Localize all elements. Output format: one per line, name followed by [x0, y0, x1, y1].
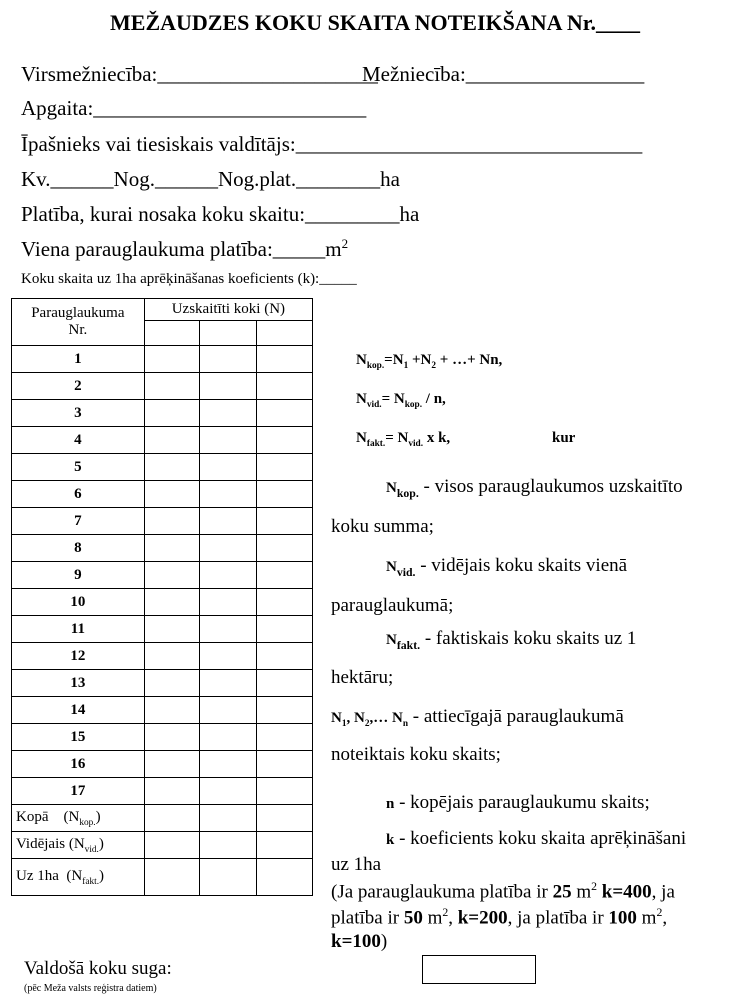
- koku-skaits-cell[interactable]: [257, 427, 313, 454]
- ipasnieks-field[interactable]: Īpašnieks vai tiesiskais valdītājs:_________________________________: [21, 132, 643, 156]
- koku-skaits-cell[interactable]: [144, 751, 200, 778]
- parauglaukuma-nr: 10: [12, 589, 145, 616]
- parauglaukuma-nr: 5: [12, 454, 145, 481]
- koku-skaits-cell[interactable]: [200, 373, 257, 400]
- table-row: [12, 346, 313, 373]
- koku-skaits-cell[interactable]: [200, 346, 257, 373]
- koku-skaits-cell[interactable]: [200, 589, 257, 616]
- koku-skaits-cell[interactable]: [144, 697, 200, 724]
- koku-skaits-cell[interactable]: [144, 535, 200, 562]
- videjais-cell[interactable]: [144, 832, 200, 859]
- koku-skaits-cell[interactable]: [200, 751, 257, 778]
- table-row: [12, 589, 313, 616]
- parauglaukuma-platiba-text: Viena parauglaukuma platība:_____m: [21, 237, 342, 261]
- videjais-cell[interactable]: [257, 832, 313, 859]
- parauglaukuma-nr: 4: [12, 427, 145, 454]
- table-row: [12, 535, 313, 562]
- koku-skaits-cell[interactable]: [200, 454, 257, 481]
- koku-skaits-cell[interactable]: [257, 670, 313, 697]
- koku-skaits-cell[interactable]: [200, 508, 257, 535]
- apgaita-field[interactable]: Apgaita:__________________________: [21, 96, 367, 120]
- koku-skaits-cell[interactable]: [200, 481, 257, 508]
- koku-skaits-cell[interactable]: [257, 535, 313, 562]
- table-row: [12, 481, 313, 508]
- koku-skaits-cell[interactable]: [144, 346, 200, 373]
- parauglaukuma-nr: 2: [12, 373, 145, 400]
- parauglaukuma-nr: 16: [12, 751, 145, 778]
- formula-kur: kur: [552, 430, 576, 446]
- koku-skaits-cell[interactable]: [144, 778, 200, 805]
- desc-k: k - koeficients koku skaita aprēķināšani: [386, 828, 687, 849]
- parauglaukumu-table: [11, 298, 313, 896]
- koku-skaits-cell[interactable]: [257, 778, 313, 805]
- desc-nvid: $N_{vid.}$ - vidējais koku skaits vienā: [386, 555, 628, 579]
- koku-skaits-cell[interactable]: [144, 454, 200, 481]
- parauglaukuma-nr: 14: [12, 697, 145, 724]
- platiba-field[interactable]: Platība, kurai nosaka koku skaitu:_________ha: [21, 202, 420, 226]
- page-title: MEŽAUDZES KOKU SKAITA NOTEIKŠANA Nr.____: [110, 10, 640, 35]
- koku-skaits-cell[interactable]: [257, 589, 313, 616]
- valdosa-suga-note: (pēc Meža valsts reģistra datiem): [24, 983, 157, 994]
- koeficienta-piezime-3: k=100): [331, 931, 388, 952]
- table-row: [12, 670, 313, 697]
- videjais-cell[interactable]: [200, 832, 257, 859]
- koku-skaits-cell[interactable]: [144, 373, 200, 400]
- koku-skaits-cell[interactable]: [200, 697, 257, 724]
- koku-skaits-cell[interactable]: [257, 400, 313, 427]
- koku-skaits-cell[interactable]: [257, 454, 313, 481]
- koku-skaits-cell[interactable]: [257, 346, 313, 373]
- koku-skaits-cell[interactable]: [257, 562, 313, 589]
- koku-skaits-cell[interactable]: [200, 616, 257, 643]
- koku-skaits-cell[interactable]: [257, 616, 313, 643]
- parauglaukuma-nr: 7: [12, 508, 145, 535]
- kopa-cell[interactable]: [257, 805, 313, 832]
- uz-1ha-cell[interactable]: [200, 859, 257, 896]
- parauglaukuma-nr: 6: [12, 481, 145, 508]
- formula-nfakt: $N_{fakt.}= N_{vid.}$ x k,: [356, 430, 451, 449]
- koku-skaits-cell[interactable]: [200, 724, 257, 751]
- koeficients-field[interactable]: Koku skaita uz 1ha aprēķināšanas koeficients (k):_____: [21, 271, 357, 287]
- desc-n1-nn: $N_1$, $N_2,\dots$ $N_n$ - attiecīgajā parauglaukumā: [331, 706, 624, 729]
- desc-n1-nn-cont: noteiktais koku skaits;: [331, 744, 501, 765]
- koku-skaits-cell[interactable]: [144, 616, 200, 643]
- parauglaukuma-nr: 11: [12, 616, 145, 643]
- koku-skaits-cell[interactable]: [257, 697, 313, 724]
- table-row: [12, 697, 313, 724]
- parauglaukuma-nr: 3: [12, 400, 145, 427]
- koku-skaits-cell[interactable]: [144, 427, 200, 454]
- koku-skaits-cell[interactable]: [144, 400, 200, 427]
- desc-nkop-cont: koku summa;: [331, 516, 434, 537]
- koku-skaits-cell[interactable]: [257, 643, 313, 670]
- videjais-label: Vidējais $(N_{vid.})$: [12, 832, 145, 859]
- desc-k-cont: uz 1ha: [331, 854, 382, 875]
- table-row: [12, 751, 313, 778]
- uz-1ha-cell[interactable]: [257, 859, 313, 896]
- koku-skaits-cell[interactable]: [144, 562, 200, 589]
- koku-skaits-cell[interactable]: [144, 481, 200, 508]
- header-parauglaukuma-nr: Parauglaukuma Nr.: [12, 299, 145, 346]
- parauglaukuma-nr: 15: [12, 724, 145, 751]
- koku-skaits-cell[interactable]: [200, 427, 257, 454]
- koku-skaits-cell[interactable]: [257, 373, 313, 400]
- virsmezniecibas-field[interactable]: Virsmežniecība:_____________________: [21, 62, 378, 86]
- kopa-cell[interactable]: [144, 805, 200, 832]
- table-row: [12, 400, 313, 427]
- koku-skaits-cell[interactable]: [200, 643, 257, 670]
- koku-skaits-cell[interactable]: [257, 751, 313, 778]
- koku-skaits-cell[interactable]: [200, 670, 257, 697]
- table-row: [12, 508, 313, 535]
- koeficienta-piezime-2: platība ir 50 $m^2$, k=200, ja platība ir 100 $m^2$,: [331, 906, 668, 929]
- desc-n: n - kopējais parauglaukumu skaits;: [386, 792, 650, 813]
- parauglaukuma-nr: 17: [12, 778, 145, 805]
- uz-1ha-label: Uz 1ha $(N_{fakt.})$: [12, 859, 145, 896]
- parauglaukuma-nr: 1: [12, 346, 145, 373]
- koku-skaits-cell[interactable]: [200, 562, 257, 589]
- table-row: [12, 427, 313, 454]
- table-row: [12, 643, 313, 670]
- koku-skaits-cell[interactable]: [257, 724, 313, 751]
- koku-skaits-cell[interactable]: [144, 724, 200, 751]
- kopa-label: Kopā $(N_{kop.})$: [12, 805, 145, 832]
- header-uzskaititi-koki: Uzskaitīti koki (N): [144, 299, 312, 321]
- koku-skaits-cell[interactable]: [257, 481, 313, 508]
- desc-nfakt-cont: hektāru;: [331, 667, 394, 688]
- table-row: [12, 454, 313, 481]
- koeficienta-piezime-1: (Ja parauglaukuma platība ir 25 $m^2$ k=400, ja: [331, 880, 675, 903]
- koku-skaits-cell[interactable]: [200, 535, 257, 562]
- valdosa-suga-label: Valdošā koku suga:: [24, 958, 172, 979]
- koku-skaits-cell[interactable]: [144, 589, 200, 616]
- desc-nkop: $N_{kop.}$ - visos parauglaukumos uzskaitīto: [386, 476, 683, 500]
- table-row: [12, 373, 313, 400]
- formula-nvid: $N_{vid.}= N_{kop.} / n$,: [356, 391, 446, 410]
- parauglaukuma-nr: 8: [12, 535, 145, 562]
- parauglaukuma-nr: 9: [12, 562, 145, 589]
- m2-sup: 2: [341, 236, 349, 251]
- koku-skaits-cell[interactable]: [144, 670, 200, 697]
- uz-1ha-cell[interactable]: [144, 859, 200, 896]
- koku-skaits-cell[interactable]: [200, 400, 257, 427]
- parauglaukuma-nr: 12: [12, 643, 145, 670]
- table-row: [12, 724, 313, 751]
- formula-nkop: $N_{kop.}=N_1 +N_2$ + …+ Nn,: [356, 352, 503, 371]
- kopa-cell[interactable]: [200, 805, 257, 832]
- koku-skaits-cell[interactable]: [200, 778, 257, 805]
- parauglaukuma-nr: 13: [12, 670, 145, 697]
- table-row: [12, 562, 313, 589]
- table-row: [12, 616, 313, 643]
- valdosa-suga-box[interactable]: [422, 955, 536, 984]
- koku-skaits-cell[interactable]: [144, 643, 200, 670]
- desc-nfakt: $N_{fakt.}$ - faktiskais koku skaits uz 1: [386, 628, 637, 652]
- parauglaukuma-platiba-field[interactable]: [21, 236, 348, 262]
- table-row: [12, 778, 313, 805]
- koku-skaits-cell[interactable]: [257, 508, 313, 535]
- desc-nvid-cont: parauglaukumā;: [331, 595, 454, 616]
- mezniecibas-field[interactable]: Mežniecība:_________________: [362, 62, 645, 86]
- kvartals-field[interactable]: Kv.______Nog.______Nog.plat.________ha: [21, 167, 400, 191]
- koku-skaits-cell[interactable]: [144, 508, 200, 535]
